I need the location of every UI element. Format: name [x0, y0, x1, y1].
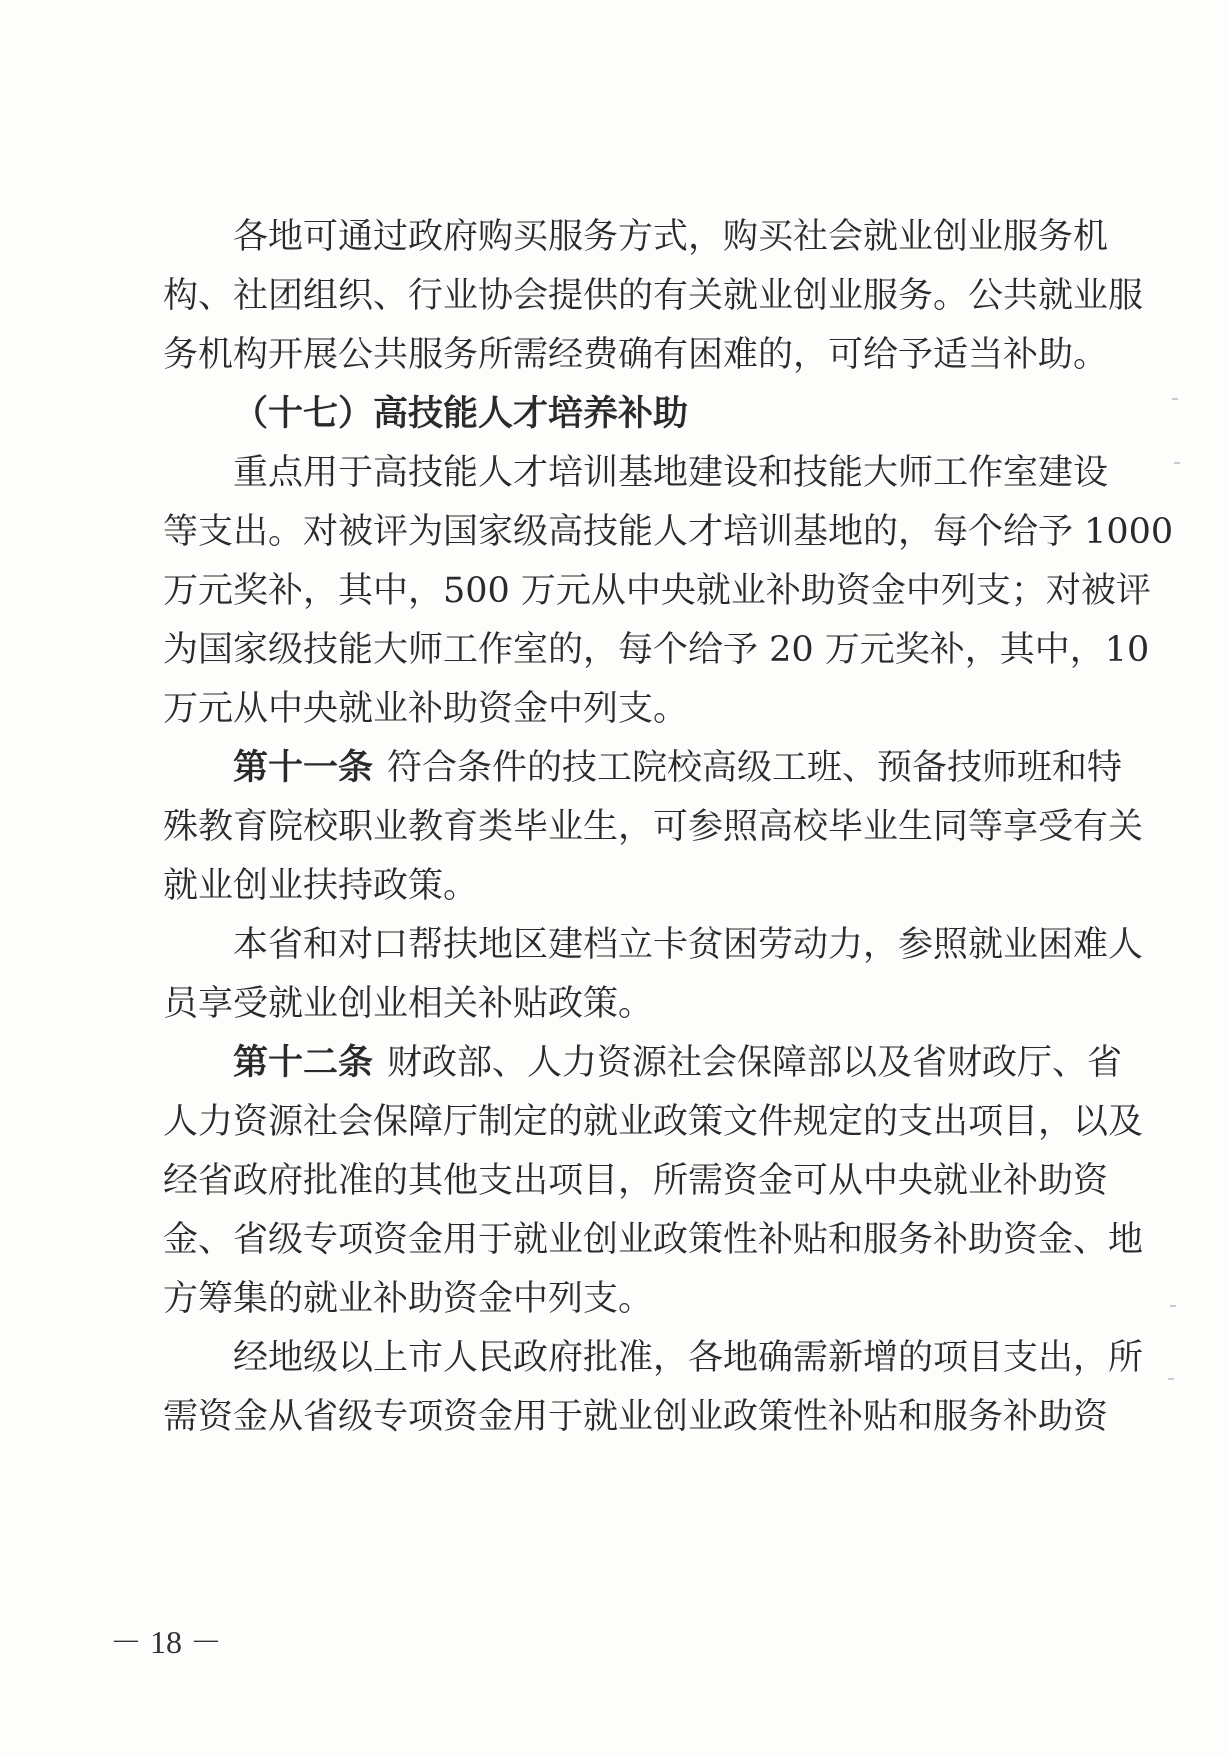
text-line: 本省和对口帮扶地区建档立卡贫困劳动力，参照就业困难人 — [233, 925, 1144, 965]
article-number: 第十一条 — [233, 748, 374, 788]
page-number: － 18 － — [110, 1624, 223, 1660]
scan-speck — [1172, 398, 1178, 400]
text-line: 构、社团组织、行业协会提供的有关就业创业服务。公共就业服 — [163, 276, 1144, 316]
text-line: 等支出。对被评为国家级高技能人才培训基地的，每个给予 1000 — [163, 512, 1174, 552]
article-line — [233, 735, 1123, 801]
text-line: 需资金从省级专项资金用于就业创业政策性补贴和服务补助资 — [163, 1397, 1109, 1437]
text-line: 各地可通过政府购买服务方式，购买社会就业创业服务机 — [233, 217, 1109, 257]
article-line — [233, 1030, 1123, 1096]
text-line: 金、省级专项资金用于就业创业政策性补贴和服务补助资金、地 — [163, 1220, 1144, 1260]
text-line: 员享受就业创业相关补贴政策。 — [163, 984, 654, 1024]
text-line: 就业创业扶持政策。 — [163, 866, 479, 906]
text-line: 殊教育院校职业教育类毕业生，可参照高校毕业生同等享受有关 — [163, 807, 1144, 847]
text-line: 符合条件的技工院校高级工班、预备技师班和特 — [387, 748, 1123, 788]
text-line: 人力资源社会保障厅制定的就业政策文件规定的支出项目，以及 — [163, 1102, 1144, 1142]
text-line: 万元从中央就业补助资金中列支。 — [163, 689, 689, 729]
text-line: 为国家级技能大师工作室的，每个给予 20 万元奖补，其中，10 — [163, 630, 1150, 670]
scan-speck — [1170, 1305, 1176, 1307]
text-line: 万元奖补，其中，500 万元从中央就业补助资金中列支；对被评 — [163, 571, 1151, 611]
section-heading: （十七）高技能人才培养补助 — [233, 394, 689, 434]
scan-speck — [1174, 462, 1180, 464]
text-line: 财政部、人力资源社会保障部以及省财政厅、省 — [387, 1043, 1123, 1083]
article-number: 第十二条 — [233, 1043, 374, 1083]
text-line: 经省政府批准的其他支出项目，所需资金可从中央就业补助资 — [163, 1161, 1109, 1201]
text-line: 务机构开展公共服务所需经费确有困难的，可给予适当补助。 — [163, 335, 1109, 375]
text-line: 方筹集的就业补助资金中列支。 — [163, 1279, 654, 1319]
scan-speck — [1168, 1378, 1174, 1380]
text-line: 重点用于高技能人才培训基地建设和技能大师工作室建设 — [233, 453, 1109, 493]
text-line: 经地级以上市人民政府批准，各地确需新增的项目支出，所 — [233, 1338, 1144, 1378]
